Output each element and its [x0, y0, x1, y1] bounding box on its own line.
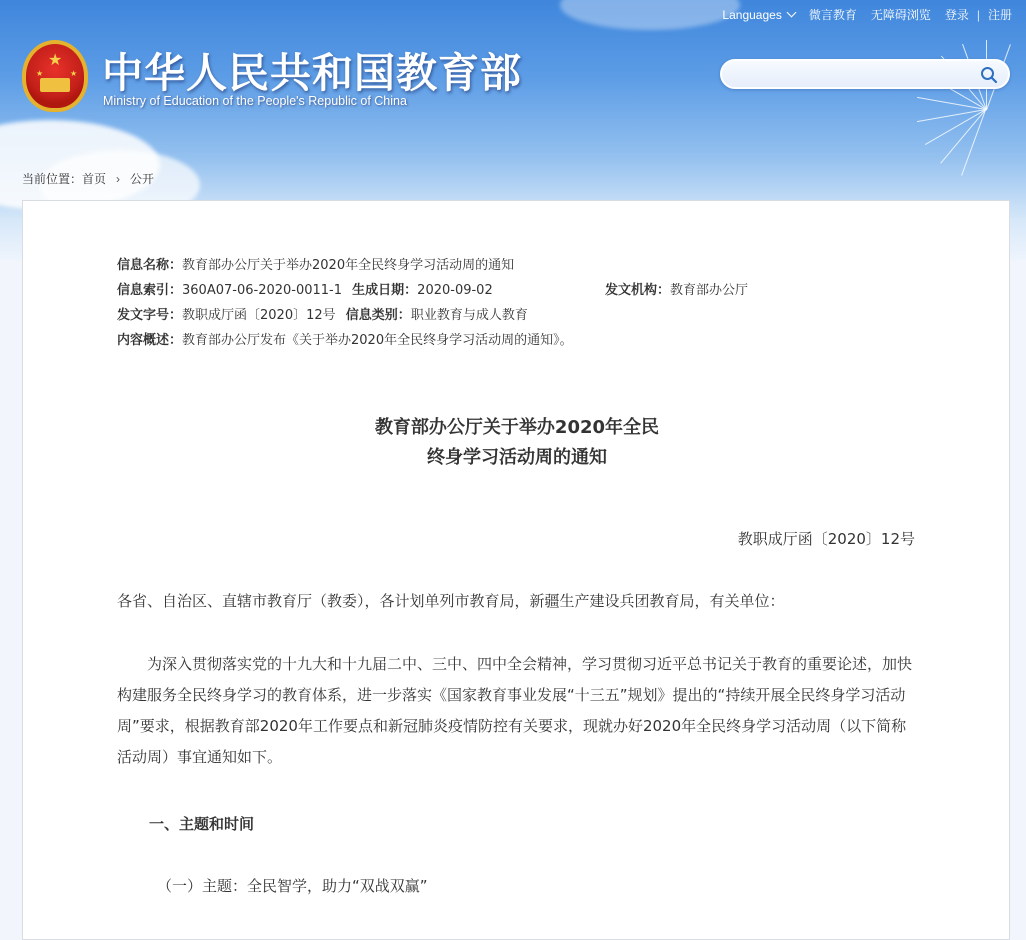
languages-label: Languages [722, 7, 782, 22]
star-icon: ★ [36, 69, 44, 78]
meta-row-index [117, 278, 749, 303]
meta-category-label: 信息类别： [345, 308, 411, 323]
document-title-line2: 终身学习活动周的通知 [427, 447, 607, 468]
meta-docno-label: 发文字号： [117, 308, 183, 323]
weibo-link[interactable]: 微言教育 [808, 8, 857, 22]
search-input[interactable] [734, 64, 978, 86]
nav-divider: | [976, 7, 980, 22]
breadcrumb-home-link[interactable]: 首页 [82, 172, 107, 186]
languages-menu[interactable] [722, 8, 794, 22]
breadcrumb-label: 当前位置： [22, 172, 83, 186]
accessible-browsing-link[interactable]: 无障碍浏览 [870, 8, 931, 22]
meta-docno-value: 教职成厅函〔2020〕12号 [182, 308, 336, 323]
login-link[interactable]: 登录 [944, 8, 969, 22]
meta-name-value: 教育部办公厅关于举办2020年全民终身学习活动周的通知 [182, 258, 515, 273]
meta-row-name [117, 253, 579, 278]
star-icon: ★ [48, 50, 63, 69]
cloud-decoration [560, 0, 740, 30]
meta-name-label: 信息名称： [117, 258, 183, 273]
document-number: 教职成厅函〔2020〕12号 [737, 530, 915, 548]
chevron-down-icon [786, 7, 796, 17]
subsection-heading: （一）主题：全民智学，助力“双战双赢” [157, 877, 428, 895]
star-icon: ★ [70, 69, 78, 78]
top-navigation [722, 6, 1012, 23]
meta-date-label: 生成日期： [352, 283, 418, 298]
breadcrumb-current-link[interactable]: 公开 [130, 172, 155, 186]
section-heading: 一、主题和时间 [149, 815, 255, 833]
meta-row-docno [117, 303, 579, 328]
meta-summary-value: 教育部办公厅发布《关于举办2020年全民终身学习活动周的通知》。 [182, 333, 573, 348]
document-paragraph: 为深入贯彻落实党的十九大和十九届二中、三中、四中全会精神，学习贯彻习近平总书记关于教育的重要论述，加快构建服务全民终身学习的教育体系，进一步落实《国家教育事业发展“十三五”规划》提出的“持续开展全民终身学习活动周”要求，根据教育部2020年工作要点和新冠肺炎疫情防控有关要求，现就办好2020年全民终身学习活动周（以下简称活动周）事宜通知如下。 [117, 655, 913, 766]
document-title [23, 413, 1011, 473]
document-title-line1: 教育部办公厅关于举办2020年全民 [374, 417, 660, 438]
site-title[interactable]: 中华人民共和国教育部 [102, 49, 522, 97]
national-emblem-logo[interactable] [22, 40, 88, 112]
meta-date-value: 2020-09-02 [417, 283, 493, 298]
meta-org-value: 教育部办公厅 [670, 283, 749, 298]
document-metadata [117, 253, 749, 353]
search-icon[interactable] [980, 66, 998, 84]
site-subtitle: Ministry of Education of the People's Republic of China [103, 94, 407, 108]
register-link[interactable]: 注册 [987, 8, 1012, 22]
tiananmen-icon [40, 78, 70, 92]
meta-index-label: 信息索引： [117, 283, 183, 298]
meta-category-value: 职业教育与成人教育 [410, 308, 528, 323]
meta-org-label: 发文机构： [605, 283, 671, 298]
document-addressee: 各省、自治区、直辖市教育厅（教委），各计划单列市教育局，新疆生产建设兵团教育局，有关单位： [117, 592, 785, 610]
meta-index-value: 360A07-06-2020-0011-1 [182, 283, 343, 298]
chevron-right-icon: › [116, 172, 121, 186]
breadcrumb [22, 170, 154, 187]
dandelion-decoration [926, 20, 1026, 200]
search-box [720, 59, 1010, 89]
meta-summary-label: 内容概述： [117, 333, 183, 348]
meta-row-summary [117, 328, 579, 353]
content-panel [22, 200, 1010, 940]
